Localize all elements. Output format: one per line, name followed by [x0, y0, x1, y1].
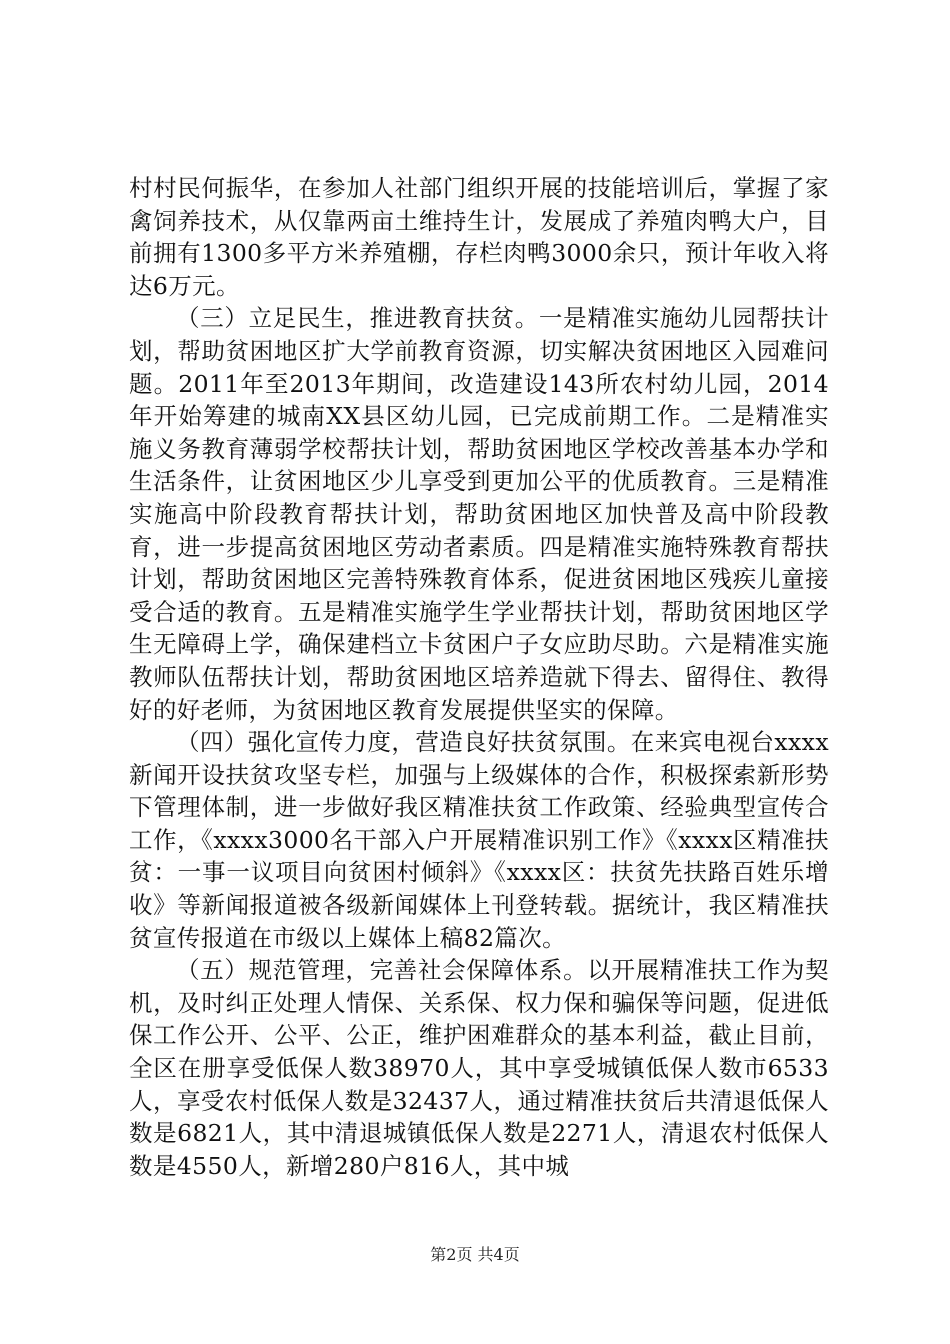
paragraph-2: （三）立足民生，推进教育扶贫。一是精准实施幼儿园帮扶计划，帮助贫困地区扩大学前教育资源，切实解决贫困地区入园难问题。2011年至2013年期间，改造建设143所农村幼儿园，2014年开始筹建的城南XX县区幼儿园，已完成前期工作。二是精准实施义务教育薄弱学校帮扶计划，帮助贫困地区学校改善基本办学和生活条件，让贫困地区少儿享受到更加公平的优质教育。三是精准实施高中阶段教育帮扶计划，帮助贫困地区加快普及高中阶段教育，进一步提高贫困地区劳动者素质。四是精准实施特殊教育帮扶计划，帮助贫困地区完善特殊教育体系，促进贫困地区残疾儿童接受合适的教育。五是精准实施学生学业帮扶计划，帮助贫困地区学生无障碍上学，确保建档立卡贫困户子女应助尽助。六是精准实施教师队伍帮扶计划，帮助贫困地区培养造就下得去、留得住、教得好的好老师，为贫困地区教育发展提供坚实的保障。 [129, 304, 829, 724]
page-number-label: 第2页 共4页 [430, 1245, 520, 1264]
document-body [129, 172, 829, 1182]
paragraph-1: 村村民何振华，在参加人社部门组织开展的技能培训后，掌握了家禽饲养技术，从仅靠两亩土维持生计，发展成了养殖肉鸭大户，目前拥有1300多平方米养殖棚，存栏肉鸭3000余只，预计年收入将达6万元。 [129, 174, 829, 300]
page-footer [0, 1242, 950, 1265]
paragraph-3: （四）强化宣传力度，营造良好扶贫氛围。在来宾电视台xxxx新闻开设扶贫攻坚专栏，加强与上级媒体的合作，积极探索新形势下管理体制，进一步做好我区精准扶贫工作政策、经验典型宣传合工作，《xxxx3000名干部入户开展精准识别工作》《xxxx区精准扶贫：一事一议项目向贫困村倾斜》《xxxx区：扶贫先扶路百姓乐增收》等新闻报道被各级新闻媒体上刊登转载。据统计，我区精准扶贫宣传报道在市级以上媒体上稿82篇次。 [129, 728, 829, 952]
paragraph-4: （五）规范管理，完善社会保障体系。以开展精准扶工作为契机，及时纠正处理人情保、关系保、权力保和骗保等问题，促进低保工作公开、公平、公正，维护困难群众的基本利益，截止目前，全区在册享受低保人数38970人，其中享受城镇低保人数市6533人，享受农村低保人数是32437人，通过精准扶贫后共清退低保人数是6821人，其中清退城镇低保人数是2271人，清退农村低保人数是4550人，新增280户816人，其中城 [129, 956, 829, 1180]
